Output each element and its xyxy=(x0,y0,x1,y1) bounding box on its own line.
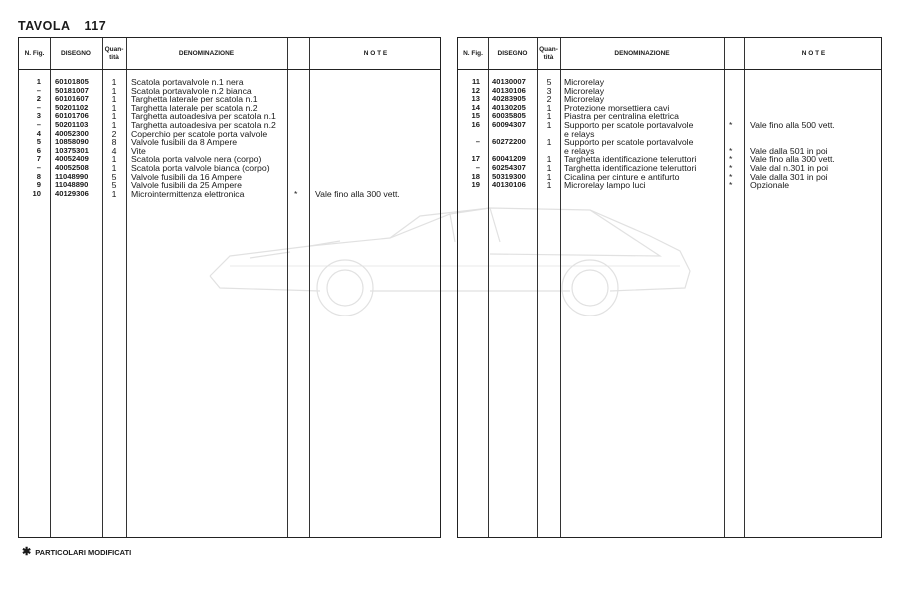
parts-table-left xyxy=(18,37,441,538)
row-description: Microrelay xyxy=(564,77,605,87)
row-part-number: 10858090 xyxy=(55,137,89,147)
row-description: Scatola porta valvole bianca (corpo) xyxy=(131,162,270,173)
row-part-number: 60035805 xyxy=(492,111,526,121)
row-modified-mark: * xyxy=(729,145,733,156)
title-number: 117 xyxy=(84,19,107,33)
row-fig-number: – xyxy=(475,162,480,172)
row-quantity: 1 xyxy=(111,77,117,87)
row-quantity: 1 xyxy=(546,111,552,122)
row-part-number: 50201102 xyxy=(55,102,89,112)
row-modified-mark: * xyxy=(729,180,733,191)
row-modified-mark: * xyxy=(294,188,298,199)
row-part-number: 40052409 xyxy=(55,154,89,164)
row-fig-number: – xyxy=(36,85,41,95)
row-quantity: 1 xyxy=(111,119,117,130)
row-part-number: 60101607 xyxy=(55,94,89,104)
row-quantity: 1 xyxy=(546,180,552,191)
row-fig-number: 2 xyxy=(36,94,41,104)
row-quantity: 5 xyxy=(546,77,552,87)
header-note: N O T E xyxy=(801,49,826,57)
row-modified-mark: * xyxy=(729,171,733,182)
row-description: Valvole fusibili da 16 Ampere xyxy=(131,171,242,182)
row-part-number: 50319300 xyxy=(492,171,526,181)
row-part-number: 50201103 xyxy=(55,119,89,129)
row-fig-number: – xyxy=(36,119,41,129)
row-quantity: 1 xyxy=(111,154,117,165)
row-fig-number: 15 xyxy=(471,111,480,121)
row-quantity: 8 xyxy=(111,137,117,148)
row-fig-number: 10 xyxy=(32,188,41,198)
row-part-number: 60101706 xyxy=(55,111,89,121)
row-description: Microrelay xyxy=(564,85,605,96)
row-part-number: 11048890 xyxy=(55,180,89,190)
row-description: Scatola porta valvole nera (corpo) xyxy=(131,154,262,165)
row-description: Targhetta autoadesiva per scatola n.1 xyxy=(131,111,276,122)
row-note: Vale fino alla 300 vett. xyxy=(315,188,400,199)
row-modified-mark: * xyxy=(729,162,733,173)
row-fig-number: – xyxy=(36,162,41,172)
header-disegno: DISEGNO xyxy=(497,49,528,57)
row-modified-mark: * xyxy=(729,154,733,165)
row-quantity: 1 xyxy=(111,94,117,105)
asterisk-icon: ✱ xyxy=(22,546,32,558)
header-denominazione: DENOMINAZIONE xyxy=(178,49,235,57)
row-part-number: 40052508 xyxy=(55,162,89,172)
header-disegno: DISEGNO xyxy=(61,49,91,57)
row-description: Coperchio per scatole porta valvole xyxy=(131,128,268,139)
row-fig-number: 17 xyxy=(471,154,480,164)
row-part-number: 50181007 xyxy=(55,85,89,95)
row-quantity: 5 xyxy=(111,180,117,191)
right-rows xyxy=(458,78,881,190)
row-description: Vite xyxy=(131,145,146,156)
title-label: TAVOLA xyxy=(18,19,71,33)
footer-legend xyxy=(22,545,131,558)
header-denominazione: DENOMINAZIONE xyxy=(614,49,670,57)
row-quantity: 4 xyxy=(111,145,117,156)
row-quantity: 3 xyxy=(546,85,552,96)
row-description: Scatola portavalvole n.1 nera xyxy=(131,77,244,87)
row-part-number: 60254307 xyxy=(492,162,526,172)
row-description: Targhetta autoadesiva per scatola n.2 xyxy=(131,119,276,130)
row-part-number: 60041209 xyxy=(492,154,526,164)
row-part-number: 10375301 xyxy=(55,145,89,155)
row-note: Vale dalla 301 in poi xyxy=(750,171,828,182)
row-quantity: 1 xyxy=(111,102,117,113)
row-quantity: 1 xyxy=(546,154,552,165)
header-qty: Quan- tità xyxy=(104,46,124,61)
row-fig-number: 13 xyxy=(471,94,480,104)
row-description: Piastra per centralina elettrica xyxy=(564,111,679,122)
row-part-number: 60101805 xyxy=(55,77,89,86)
row-fig-number: – xyxy=(36,102,41,112)
row-description: e relays xyxy=(564,145,595,156)
table-row xyxy=(458,121,881,130)
row-description: e relays xyxy=(564,128,595,139)
page-title xyxy=(18,19,120,33)
row-note: Vale fino alla 500 vett. xyxy=(750,119,835,130)
row-quantity: 1 xyxy=(546,137,552,148)
row-quantity: 1 xyxy=(546,171,552,182)
row-part-number: 40130007 xyxy=(492,77,526,86)
row-quantity: 1 xyxy=(111,111,117,122)
row-fig-number: 14 xyxy=(471,102,480,112)
row-note: Vale dal n.301 in poi xyxy=(750,162,829,173)
row-description: Cicalina per cinture e antifurto xyxy=(564,171,680,182)
row-quantity: 2 xyxy=(546,94,552,105)
row-description: Targhetta identificazione teleruttori xyxy=(564,154,697,165)
row-description: Targhetta laterale per scatola n.2 xyxy=(131,102,258,113)
row-note: Vale fino alla 300 vett. xyxy=(750,154,835,165)
row-part-number: 40283905 xyxy=(492,94,526,104)
row-description: Targhetta identificazione teleruttori xyxy=(564,162,697,173)
row-note: Opzionale xyxy=(750,180,790,191)
row-description: Microrelay lampo luci xyxy=(564,180,646,191)
row-fig-number: – xyxy=(475,137,480,147)
row-description: Microrelay xyxy=(564,94,605,105)
row-fig-number: 9 xyxy=(36,180,41,190)
header-note: N O T E xyxy=(363,49,388,57)
table-row xyxy=(19,190,440,199)
row-quantity: 1 xyxy=(546,162,552,173)
row-part-number: 40130205 xyxy=(492,102,526,112)
left-rows xyxy=(19,78,440,198)
row-description: Targhetta laterale per scatola n.1 xyxy=(131,94,258,105)
row-fig-number: 4 xyxy=(36,128,41,138)
row-fig-number: 18 xyxy=(471,171,480,181)
row-part-number: 60272200 xyxy=(492,137,526,147)
row-fig-number: 1 xyxy=(36,77,41,86)
row-fig-number: 5 xyxy=(36,137,41,147)
row-description: Scatola portavalvole n.2 bianca xyxy=(131,85,252,96)
row-description: Supporto per scatole portavalvole xyxy=(564,137,694,148)
header-fig: N. Fig. xyxy=(463,49,483,57)
parts-table-right xyxy=(457,37,882,538)
footer-text: PARTICOLARI MODIFICATI xyxy=(35,548,132,557)
row-description: Valvole fusibili da 8 Ampere xyxy=(131,137,238,148)
row-part-number: 40130106 xyxy=(492,180,526,190)
row-part-number: 40052300 xyxy=(55,128,89,138)
row-description: Supporto per scatole portavalvole xyxy=(564,119,694,130)
header-fig: N. Fig. xyxy=(24,49,45,57)
row-quantity: 1 xyxy=(111,162,117,173)
row-fig-number: 11 xyxy=(471,77,480,86)
row-description: Valvole fusibili da 25 Ampere xyxy=(131,180,242,191)
row-quantity: 1 xyxy=(111,188,117,199)
row-quantity: 1 xyxy=(546,119,552,130)
row-quantity: 5 xyxy=(111,171,117,182)
table-row xyxy=(458,181,881,190)
row-part-number: 11048990 xyxy=(55,171,89,181)
header-qty: Quan- tità xyxy=(539,46,558,61)
row-fig-number: 16 xyxy=(471,119,480,129)
row-fig-number: 19 xyxy=(471,180,480,190)
row-part-number: 40129306 xyxy=(55,188,89,198)
row-fig-number: 12 xyxy=(471,85,480,95)
row-quantity: 2 xyxy=(111,128,117,139)
row-quantity: 1 xyxy=(546,102,552,113)
row-part-number: 60094307 xyxy=(492,119,526,129)
row-description: Protezione morsettiera cavi xyxy=(564,102,670,113)
row-fig-number: 8 xyxy=(36,171,41,181)
row-description: Microintermittenza elettronica xyxy=(131,188,245,199)
row-quantity: 1 xyxy=(111,85,117,96)
row-part-number: 40130106 xyxy=(492,85,526,95)
row-fig-number: 7 xyxy=(36,154,41,164)
row-fig-number: 6 xyxy=(36,145,41,155)
row-note: Vale dalla 501 in poi xyxy=(750,145,828,156)
row-fig-number: 3 xyxy=(36,111,41,121)
row-modified-mark: * xyxy=(729,119,733,130)
